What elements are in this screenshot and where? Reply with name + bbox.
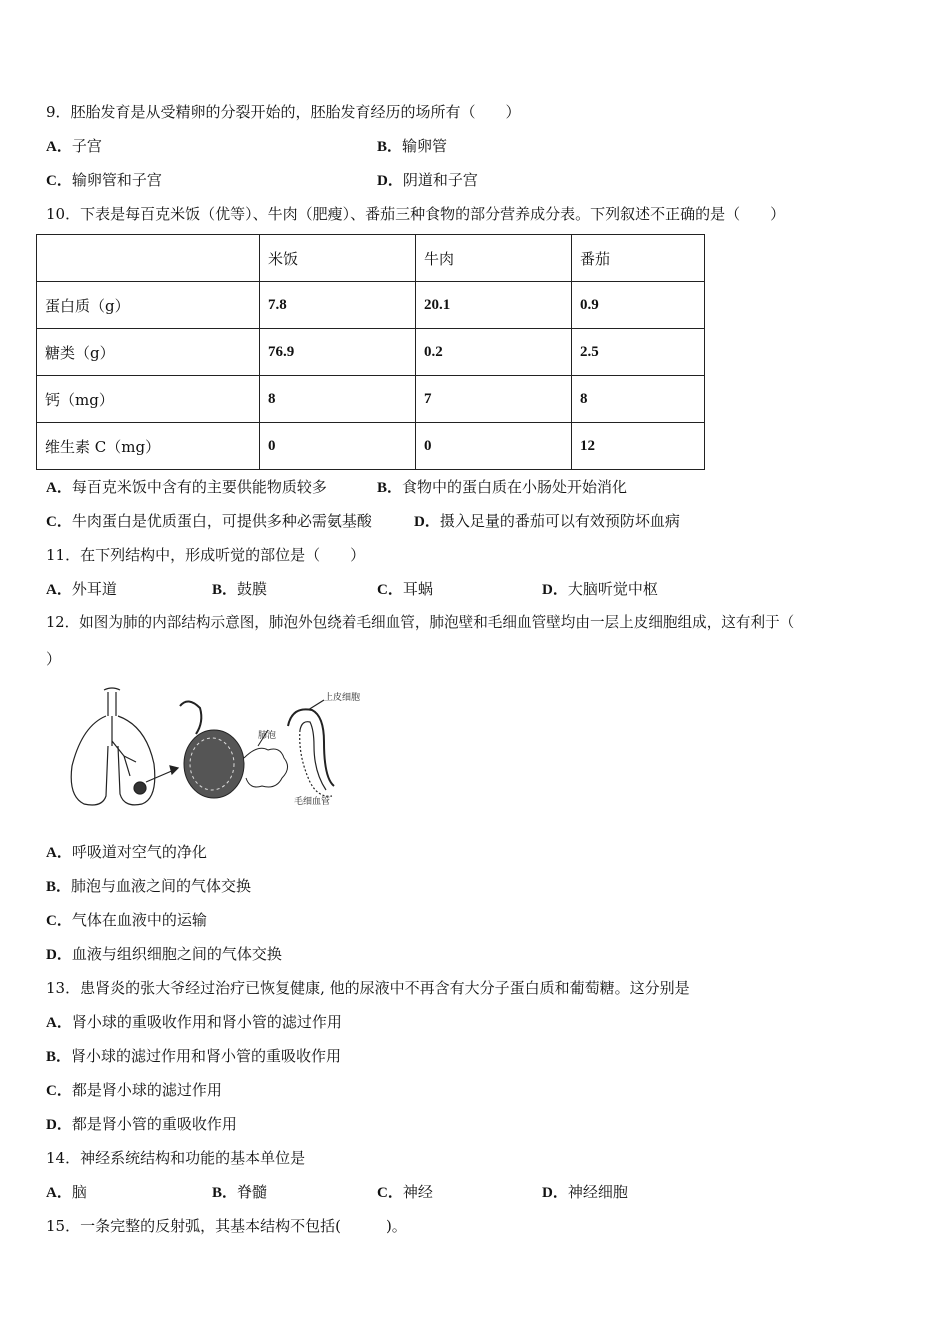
lungs-drawing [71,688,178,805]
q14-option-b [212,1182,267,1203]
option-text: 脑 [71,1183,87,1201]
q11-option-a [46,579,117,600]
option-label: B． [212,582,238,598]
table-cell: 12 [572,423,705,470]
option-label: A． [46,139,72,155]
table-cell: 0.9 [572,282,705,329]
option-label: C． [46,173,72,189]
option-text: 大脑听觉中枢 [567,580,658,598]
q9-option-a [46,136,102,157]
q14-stem: 14．神经系统结构和功能的基本单位是 [46,1149,306,1167]
table-cell: 20.1 [416,282,572,329]
option-label: A． [46,845,72,861]
option-text: 输卵管和子宫 [71,171,162,189]
q13-option-b [46,1046,341,1067]
alveoli-drawing [180,701,288,798]
option-text: 呼吸道对空气的净化 [71,843,207,861]
option-label: D． [46,1117,72,1133]
q10-option-b [377,477,627,498]
nutrition-table [36,234,705,470]
option-text: 神经细胞 [567,1183,628,1201]
q9-option-c [46,170,162,191]
option-label: C． [46,1083,72,1099]
table-cell: 糖类（g） [37,329,260,376]
option-label: C． [377,582,403,598]
table-cell: 7.8 [260,282,416,329]
q14-option-c [377,1182,433,1203]
table-cell: 7 [416,376,572,423]
option-label: A． [46,582,72,598]
q11-option-d [542,579,658,600]
option-text: 摄入足量的番茄可以有效预防坏血病 [439,512,680,530]
option-text: 血液与组织细胞之间的气体交换 [71,945,282,963]
q11-stem: 11．在下列结构中，形成听觉的部位是（ ） [46,546,366,564]
table-cell: 76.9 [260,329,416,376]
option-label: D． [542,1185,568,1201]
q9-stem: 9．胚胎发育是从受精卵的分裂开始的，胚胎发育经历的场所有（ ） [46,103,521,121]
option-text: 输卵管 [402,137,448,155]
lung-structure-figure [62,686,372,814]
table-cell: 2.5 [572,329,705,376]
option-text: 阴道和子宫 [402,171,478,189]
q12-option-a [46,842,207,863]
table-row [37,376,705,423]
option-label: D． [542,582,568,598]
epithelium-label: 上皮细胞 [324,693,361,703]
q9-option-b [377,136,447,157]
option-text: 肾小球的滤过作用和肾小管的重吸收作用 [71,1047,342,1065]
option-label: C． [46,514,72,530]
table-cell: 蛋白质（g） [37,282,260,329]
capillary-drawing [288,700,334,796]
option-text: 鼓膜 [237,580,268,598]
q12-option-d [46,944,282,965]
q13-option-d [46,1114,237,1135]
option-text: 都是肾小管的重吸收作用 [71,1115,237,1133]
option-label: A． [46,480,72,496]
option-label: B． [46,1049,72,1065]
alveolus-label: 肺泡 [258,731,277,741]
q12-option-b [46,876,251,897]
option-label: D． [414,514,440,530]
q11-option-b [212,579,267,600]
table-cell: 钙（mg） [37,376,260,423]
table-row [37,282,705,329]
q12-option-c [46,910,207,931]
option-label: B． [377,480,403,496]
table-header-row [37,235,705,282]
table-header-cell: 米饭 [260,235,416,282]
option-label: B． [377,139,403,155]
capillary-label: 毛细血管 [294,797,331,807]
q14-option-d [542,1182,628,1203]
q10-option-a [46,477,327,498]
option-label: D． [46,947,72,963]
table-cell: 维生素 C（mg） [37,423,260,470]
option-text: 神经 [402,1183,433,1201]
q13-option-a [46,1012,342,1033]
option-text: 食物中的蛋白质在小肠处开始消化 [402,478,628,496]
option-label: C． [377,1185,403,1201]
option-text: 子宫 [71,137,102,155]
q12-stem-line2: ） [46,650,62,668]
option-label: B． [46,879,72,895]
q10-stem: 10．下表是每百克米饭（优等）、牛肉（肥瘦）、番茄三种食物的部分营养成分表。下列叙述不正确的是（ ） [46,205,786,223]
option-text: 肾小球的重吸收作用和肾小管的滤过作用 [71,1013,342,1031]
option-text: 耳蜗 [402,580,433,598]
q10-option-d [414,511,680,532]
table-row [37,329,705,376]
table-cell: 0 [416,423,572,470]
option-text: 都是肾小球的滤过作用 [71,1081,222,1099]
table-header-cell [37,235,260,282]
table-header-cell: 番茄 [572,235,705,282]
q13-stem: 13．患肾炎的张大爷经过治疗已恢复健康, 他的尿液中不再含有大分子蛋白质和葡萄糖。这分别是 [46,979,690,997]
table-header-cell: 牛肉 [416,235,572,282]
option-text: 外耳道 [71,580,117,598]
q13-option-c [46,1080,222,1101]
option-text: 每百克米饭中含有的主要供能物质较多 [71,478,327,496]
table-cell: 8 [260,376,416,423]
q10-option-c [46,511,372,532]
table-row [37,423,705,470]
option-text: 牛肉蛋白是优质蛋白，可提供多种必需氨基酸 [71,512,372,530]
option-label: D． [377,173,403,189]
option-label: A． [46,1185,72,1201]
q11-option-c [377,579,433,600]
option-label: C． [46,913,72,929]
table-cell: 8 [572,376,705,423]
q15-stem: 15．一条完整的反射弧，其基本结构不包括( )。 [46,1217,407,1235]
q14-option-a [46,1182,87,1203]
option-label: B． [212,1185,238,1201]
table-cell: 0.2 [416,329,572,376]
option-text: 脊髓 [237,1183,268,1201]
q12-stem-line1: 12．如图为肺的内部结构示意图，肺泡外包绕着毛细血管，肺泡壁和毛细血管壁均由一层上皮细胞组成，这有利于（ [46,614,795,631]
q9-option-d [377,170,478,191]
table-cell: 0 [260,423,416,470]
option-label: A． [46,1015,72,1031]
option-text: 肺泡与血液之间的气体交换 [71,877,252,895]
option-text: 气体在血液中的运输 [71,911,207,929]
